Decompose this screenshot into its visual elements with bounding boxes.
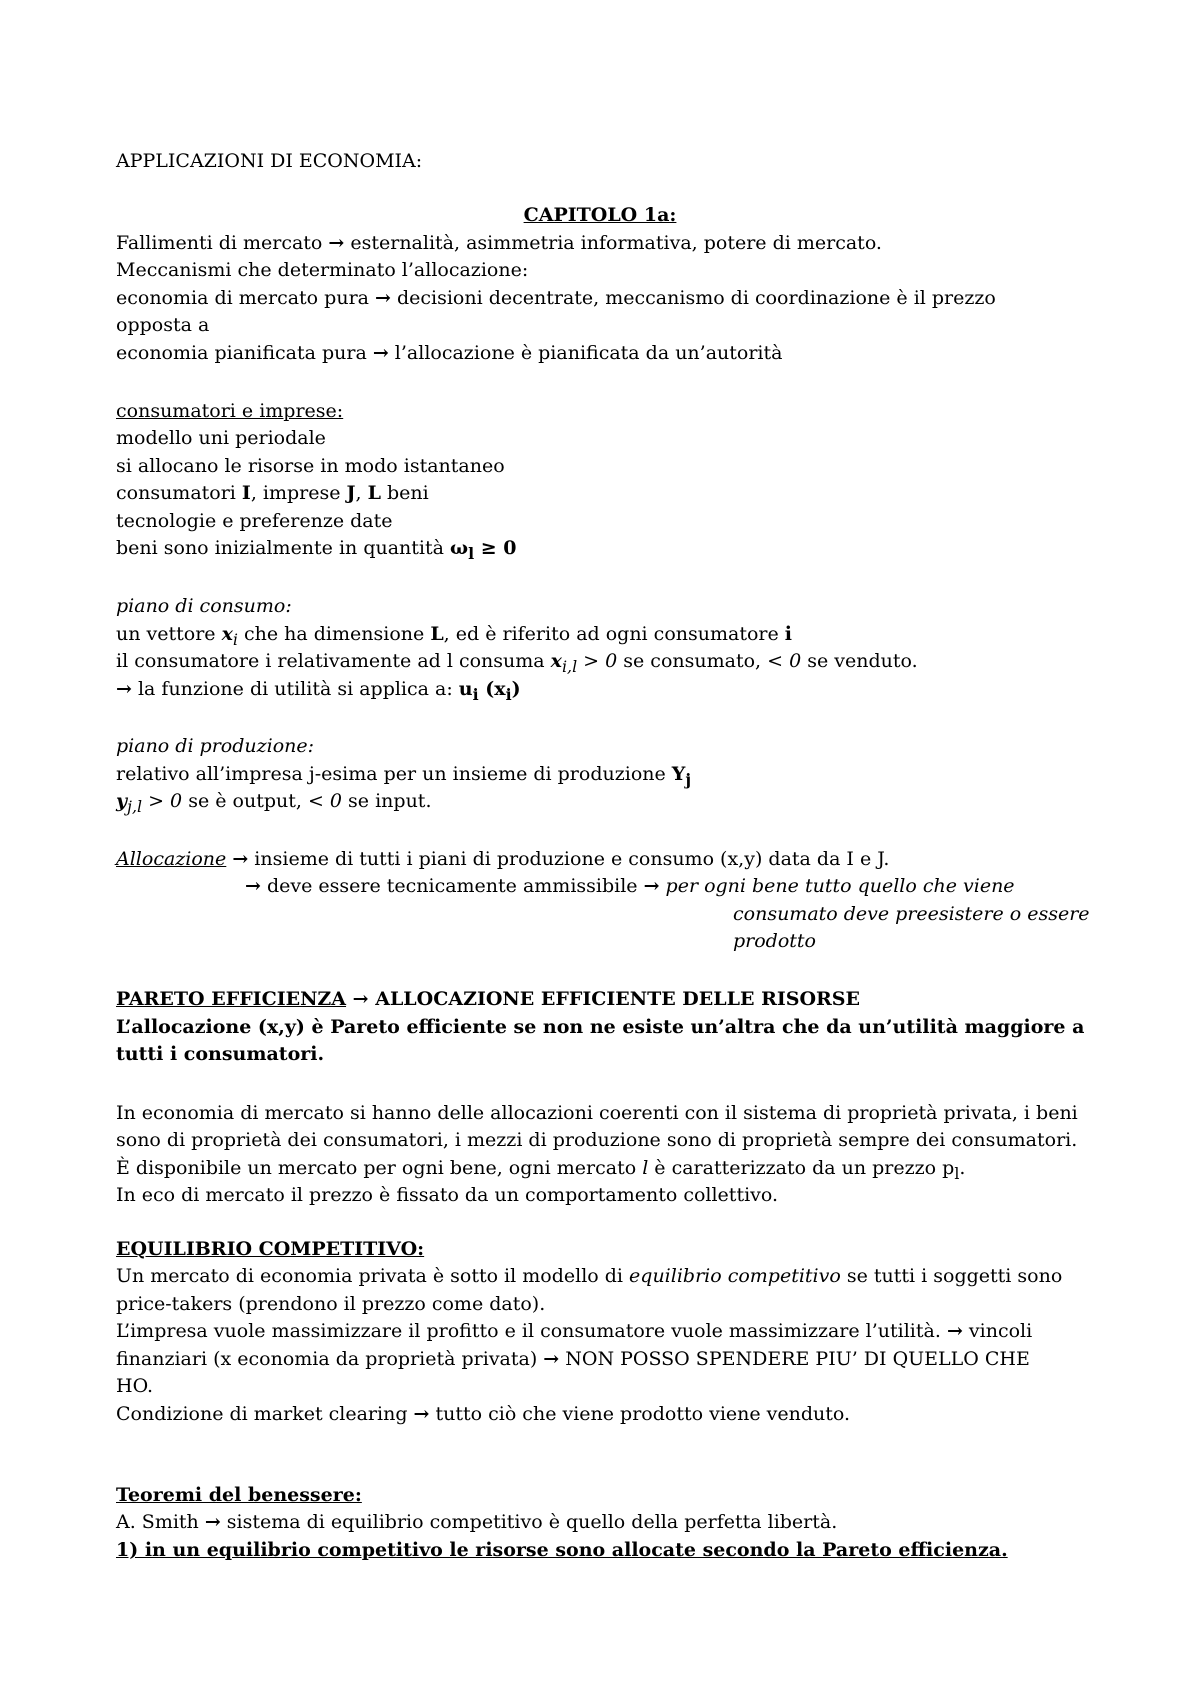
para-line: Condizione di market clearing → tutto ciò che viene prodotto viene venduto. [116,1403,851,1425]
para-line: prodotto [733,930,816,952]
para-line: opposta a [116,314,210,336]
arrow-icon: → [328,232,345,254]
section-heading-pareto: PARETO EFFICIENZA → ALLOCAZIONE EFFICIENTE DELLE RISORSE [116,988,861,1010]
arrow-icon: → [643,875,660,897]
para-line: consumatori I, imprese J, L beni [116,482,429,504]
arrow-icon: → [375,287,391,309]
para-line: economia di mercato pura → decisioni decentrate, meccanismo di coordinazione è il prezzo [116,287,996,309]
section-heading-piano-consumo: piano di consumo: [116,595,292,617]
para-line: È disponibile un mercato per ogni bene, ogni mercato l è caratterizzato da un prezzo $p_l$. [116,1157,966,1183]
para-line: A. Smith → sistema di equilibrio competitivo è quello della perfetta libertà. [116,1511,838,1533]
doc-title: APPLICAZIONI DI ECONOMIA: [116,150,423,172]
section-heading-consumatori: consumatori e imprese: [116,400,344,422]
para-line: il consumatore i relativamente ad l consuma $x_{i,l} > 0$ se consumato, < 0 se venduto. [116,650,918,676]
para-line: HO. [116,1375,154,1397]
para-line: Meccanismi che determinato l’allocazione: [116,259,529,281]
para-line: finanziari (x economia da proprietà privata) → NON POSSO SPENDERE PIU’ DI QUELLO CHE [116,1348,1030,1370]
para-line: L’allocazione (x,y) è Pareto efficiente se non ne esiste un’altra che da un’utilità maggiore a [116,1016,1085,1038]
para-line: 1) in un equilibrio competitivo le risorse sono allocate secondo la Pareto efficienza. [116,1539,1008,1561]
para-line: Allocazione → insieme di tutti i piani di produzione e consumo (x,y) data da I e J. [116,848,890,870]
arrow-icon: → [116,678,132,700]
para-line: Fallimenti di mercato → esternalità, asimmetria informativa, potere di mercato. [116,232,882,254]
para-line: In eco di mercato il prezzo è fissato da un comportamento collettivo. [116,1184,779,1206]
arrow-icon: → [245,875,261,897]
arrow-icon: → [352,988,369,1010]
para-line: beni sono inizialmente in quantità $\omega_l \ge 0$ [116,537,517,563]
para-line: si allocano le risorse in modo istantaneo [116,455,505,477]
arrow-icon: → [372,342,389,364]
para-line: In economia di mercato si hanno delle allocazioni coerenti con il sistema di proprietà privata, i beni [116,1102,1078,1124]
section-heading-equilibrio: EQUILIBRIO COMPETITIVO: [116,1238,425,1260]
para-line: tutti i consumatori. [116,1043,325,1065]
para-line: $y_{j,l} > 0$ se è output, < 0 se input. [116,790,432,816]
para-line: sono di proprietà dei consumatori, i mezzi di produzione sono di proprietà sempre dei consumatori. [116,1129,1078,1151]
arrow-icon: → [946,1320,963,1342]
section-heading-piano-produzione: piano di produzione: [116,735,315,757]
para-line: economia pianificata pura → l’allocazione è pianificata da un’autorità [116,342,783,364]
para-line: consumato deve preesistere o essere [733,903,1090,925]
para-line: price-takers (prendono il prezzo come dato). [116,1293,546,1315]
arrow-icon: → [413,1403,430,1425]
arrow-icon: → [204,1511,221,1533]
para-line: relativo all’impresa j-esima per un insieme di produzione $Y_j$ [116,763,692,789]
para-line: un vettore $x_i$ che ha dimensione L, ed è riferito ad ogni consumatore i [116,623,792,649]
arrow-icon: → [232,848,249,870]
para-line: modello uni periodale [116,427,326,449]
section-heading-teoremi: Teoremi del benessere: [116,1484,362,1506]
arrow-icon: → [543,1348,560,1370]
para-line: Un mercato di economia privata è sotto il modello di equilibrio competitivo se tutti i soggetti sono [116,1265,1063,1287]
para-line: L’impresa vuole massimizzare il profitto e il consumatore vuole massimizzare l’utilità. → vincoli [116,1320,1033,1342]
para-line: → deve essere tecnicamente ammissibile → per ogni bene tutto quello che viene [245,875,1015,897]
chapter-heading: CAPITOLO 1a: [523,204,677,226]
para-line: → la funzione di utilità si applica a: $u_i$ $(x_i)$ [116,678,521,704]
para-line: tecnologie e preferenze date [116,510,393,532]
